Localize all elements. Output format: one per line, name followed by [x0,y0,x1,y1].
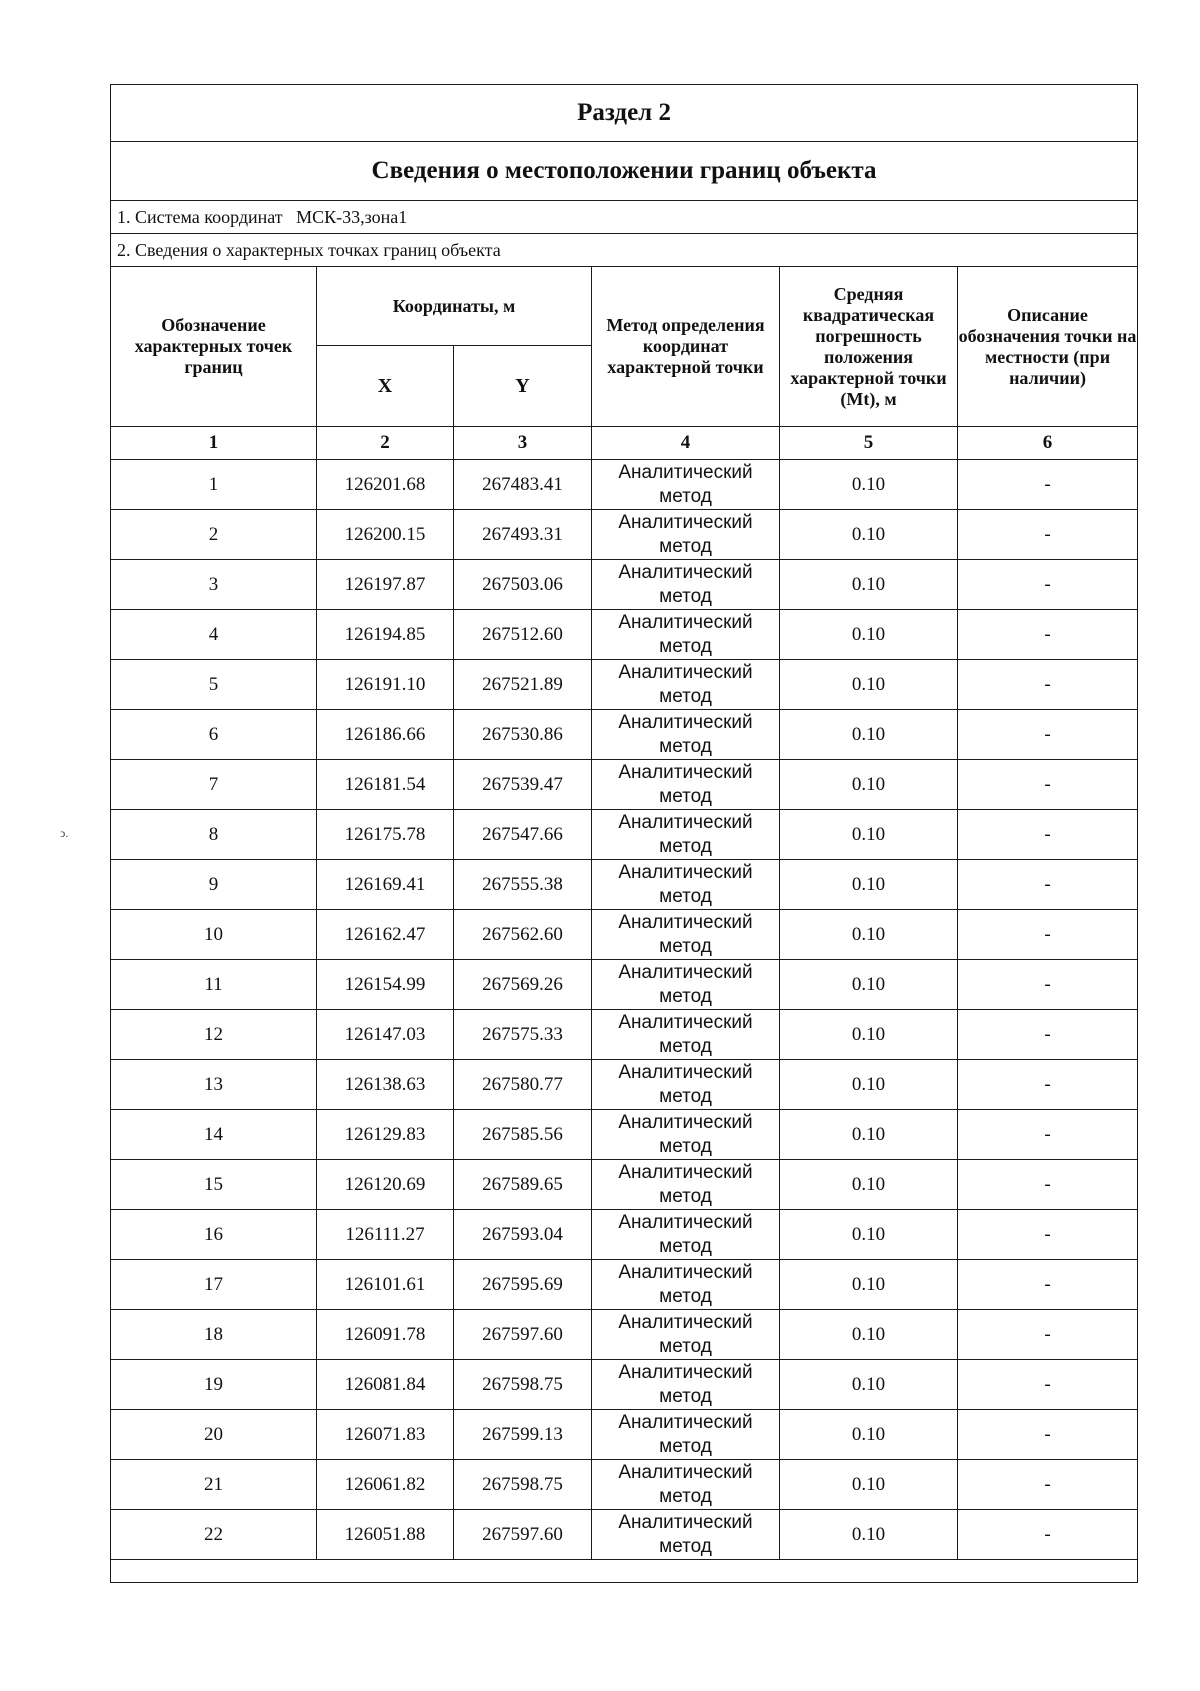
description-cell: - [958,1260,1138,1310]
mean-error-cell: 0.10 [780,710,958,760]
mean-error-cell: 0.10 [780,1410,958,1460]
coord-x: 126101.61 [317,1260,454,1310]
table-row [111,1110,1138,1160]
description-cell: - [958,610,1138,660]
col-number: 2 [317,427,454,460]
description-cell: - [958,1510,1138,1560]
points-info: 2. Сведения о характерных точках границ объекта [111,234,1138,267]
method-cell: Аналитический метод [592,1510,780,1560]
coord-x: 126091.78 [317,1310,454,1360]
table-row [111,1460,1138,1510]
description-cell: - [958,1210,1138,1260]
point-number: 3 [111,560,317,610]
coord-y: 267593.04 [454,1210,592,1260]
col-number: 6 [958,427,1138,460]
mean-error-cell: 0.10 [780,510,958,560]
col-number: 4 [592,427,780,460]
method-cell: Аналитический метод [592,1460,780,1510]
description-cell: - [958,810,1138,860]
description-cell: - [958,1160,1138,1210]
method-cell: Аналитический метод [592,1310,780,1360]
coord-y: 267575.33 [454,1010,592,1060]
table-row [111,1010,1138,1060]
point-number: 20 [111,1410,317,1460]
method-cell: Аналитический метод [592,710,780,760]
mean-error-cell: 0.10 [780,810,958,860]
coord-x: 126169.41 [317,860,454,910]
mean-error-cell: 0.10 [780,1260,958,1310]
table-row [111,960,1138,1010]
col-number: 5 [780,427,958,460]
mean-error-cell: 0.10 [780,760,958,810]
description-cell: - [958,1360,1138,1410]
method-cell: Аналитический метод [592,1110,780,1160]
method-cell: Аналитический метод [592,1360,780,1410]
point-number: 15 [111,1160,317,1210]
coord-x: 126111.27 [317,1210,454,1260]
table-row [111,1410,1138,1460]
description-cell: - [958,660,1138,710]
document-sheet [110,84,1137,1583]
coordinate-system: 1. Система координат МСК-33,зона1 [111,201,1138,234]
description-cell: - [958,510,1138,560]
coord-x: 126175.78 [317,810,454,860]
description-cell: - [958,760,1138,810]
coord-x: 126051.88 [317,1510,454,1560]
point-number: 19 [111,1360,317,1410]
method-cell: Аналитический метод [592,810,780,860]
point-number: 11 [111,960,317,1010]
table-row [111,510,1138,560]
point-number: 18 [111,1310,317,1360]
method-cell: Аналитический метод [592,460,780,510]
coord-x: 126061.82 [317,1460,454,1510]
mean-error-cell: 0.10 [780,560,958,610]
mean-error-cell: 0.10 [780,910,958,960]
table-row [111,860,1138,910]
mean-error-cell: 0.10 [780,1060,958,1110]
coord-y: 267598.75 [454,1460,592,1510]
table-row [111,710,1138,760]
coord-x: 126194.85 [317,610,454,660]
point-number: 17 [111,1260,317,1310]
mean-error-cell: 0.10 [780,1010,958,1060]
point-number: 7 [111,760,317,810]
coord-y: 267530.86 [454,710,592,760]
mean-error-cell: 0.10 [780,1360,958,1410]
coord-x: 126191.10 [317,660,454,710]
mean-error-cell: 0.10 [780,1110,958,1160]
coord-y: 267493.31 [454,510,592,560]
table-row [111,1510,1138,1560]
table-row [111,1260,1138,1310]
mean-error-cell: 0.10 [780,460,958,510]
margin-mark: ↄ. [60,826,69,840]
point-number: 10 [111,910,317,960]
method-cell: Аналитический метод [592,1160,780,1210]
coord-y: 267569.26 [454,960,592,1010]
table-row [111,1210,1138,1260]
point-number: 6 [111,710,317,760]
description-cell: - [958,860,1138,910]
point-number: 5 [111,660,317,710]
description-cell: - [958,710,1138,760]
coord-y: 267598.75 [454,1360,592,1410]
mean-error-cell: 0.10 [780,1310,958,1360]
method-cell: Аналитический метод [592,510,780,560]
method-cell: Аналитический метод [592,560,780,610]
point-number: 4 [111,610,317,660]
point-number: 9 [111,860,317,910]
point-number: 1 [111,460,317,510]
coord-x: 126081.84 [317,1360,454,1410]
point-number: 14 [111,1110,317,1160]
coord-x: 126129.83 [317,1110,454,1160]
mean-error-cell: 0.10 [780,1460,958,1510]
coord-y: 267539.47 [454,760,592,810]
point-number: 12 [111,1010,317,1060]
header-mean-error: Средняя квадратическая погрешность положения характерной точки (Mt), м [780,267,958,427]
mean-error-cell: 0.10 [780,860,958,910]
col-number: 1 [111,427,317,460]
table-row [111,810,1138,860]
mean-error-cell: 0.10 [780,610,958,660]
coord-x: 126138.63 [317,1060,454,1110]
coord-x: 126197.87 [317,560,454,610]
method-cell: Аналитический метод [592,860,780,910]
method-cell: Аналитический метод [592,660,780,710]
mean-error-cell: 0.10 [780,1510,958,1560]
table-row [111,760,1138,810]
coord-y: 267521.89 [454,660,592,710]
coord-x: 126200.15 [317,510,454,560]
blank-row [111,1560,1138,1583]
header-x: X [317,346,454,427]
coord-y: 267562.60 [454,910,592,960]
method-cell: Аналитический метод [592,1010,780,1060]
header-description: Описание обозначения точки на местности (при наличии) [958,267,1138,427]
col-number: 3 [454,427,592,460]
method-cell: Аналитический метод [592,960,780,1010]
mean-error-cell: 0.10 [780,960,958,1010]
method-cell: Аналитический метод [592,1260,780,1310]
point-number: 2 [111,510,317,560]
point-number: 22 [111,1510,317,1560]
coord-x: 126120.69 [317,1160,454,1210]
coord-y: 267597.60 [454,1510,592,1560]
table-row [111,560,1138,610]
description-cell: - [958,1410,1138,1460]
point-number: 16 [111,1210,317,1260]
coord-x: 126181.54 [317,760,454,810]
header-point-designation: Обозначение характерных точек границ [111,267,317,427]
description-cell: - [958,1310,1138,1360]
description-cell: - [958,1060,1138,1110]
coord-y: 267483.41 [454,460,592,510]
coord-y: 267503.06 [454,560,592,610]
method-cell: Аналитический метод [592,1210,780,1260]
method-cell: Аналитический метод [592,1410,780,1460]
method-cell: Аналитический метод [592,610,780,660]
method-cell: Аналитический метод [592,910,780,960]
section-title: Раздел 2 [111,85,1138,142]
point-number: 8 [111,810,317,860]
mean-error-cell: 0.10 [780,1160,958,1210]
coord-y: 267589.65 [454,1160,592,1210]
coord-y: 267597.60 [454,1310,592,1360]
coord-x: 126147.03 [317,1010,454,1060]
table-row [111,1060,1138,1110]
mean-error-cell: 0.10 [780,660,958,710]
section-subtitle: Сведения о местоположении границ объекта [111,142,1138,201]
table-row [111,460,1138,510]
header-method: Метод определения координат характерной точки [592,267,780,427]
coord-y: 267547.66 [454,810,592,860]
coord-x: 126201.68 [317,460,454,510]
coord-y: 267599.13 [454,1410,592,1460]
method-cell: Аналитический метод [592,760,780,810]
coord-y: 267555.38 [454,860,592,910]
header-coordinates: Координаты, м [317,267,592,346]
mean-error-cell: 0.10 [780,1210,958,1260]
coord-x: 126186.66 [317,710,454,760]
coord-y: 267580.77 [454,1060,592,1110]
table-row [111,1160,1138,1210]
coord-x: 126071.83 [317,1410,454,1460]
blank-cell [111,1560,1138,1583]
description-cell: - [958,1010,1138,1060]
table-row [111,610,1138,660]
description-cell: - [958,460,1138,510]
table-row [111,1310,1138,1360]
coord-y: 267595.69 [454,1260,592,1310]
description-cell: - [958,1110,1138,1160]
coord-x: 126162.47 [317,910,454,960]
coord-x: 126154.99 [317,960,454,1010]
table-row [111,660,1138,710]
description-cell: - [958,910,1138,960]
description-cell: - [958,560,1138,610]
boundary-points-table [110,84,1138,1583]
point-number: 21 [111,1460,317,1510]
coord-y: 267585.56 [454,1110,592,1160]
header-y: Y [454,346,592,427]
method-cell: Аналитический метод [592,1060,780,1110]
table-row [111,1360,1138,1410]
point-number: 13 [111,1060,317,1110]
table-row [111,910,1138,960]
coord-y: 267512.60 [454,610,592,660]
description-cell: - [958,960,1138,1010]
description-cell: - [958,1460,1138,1510]
